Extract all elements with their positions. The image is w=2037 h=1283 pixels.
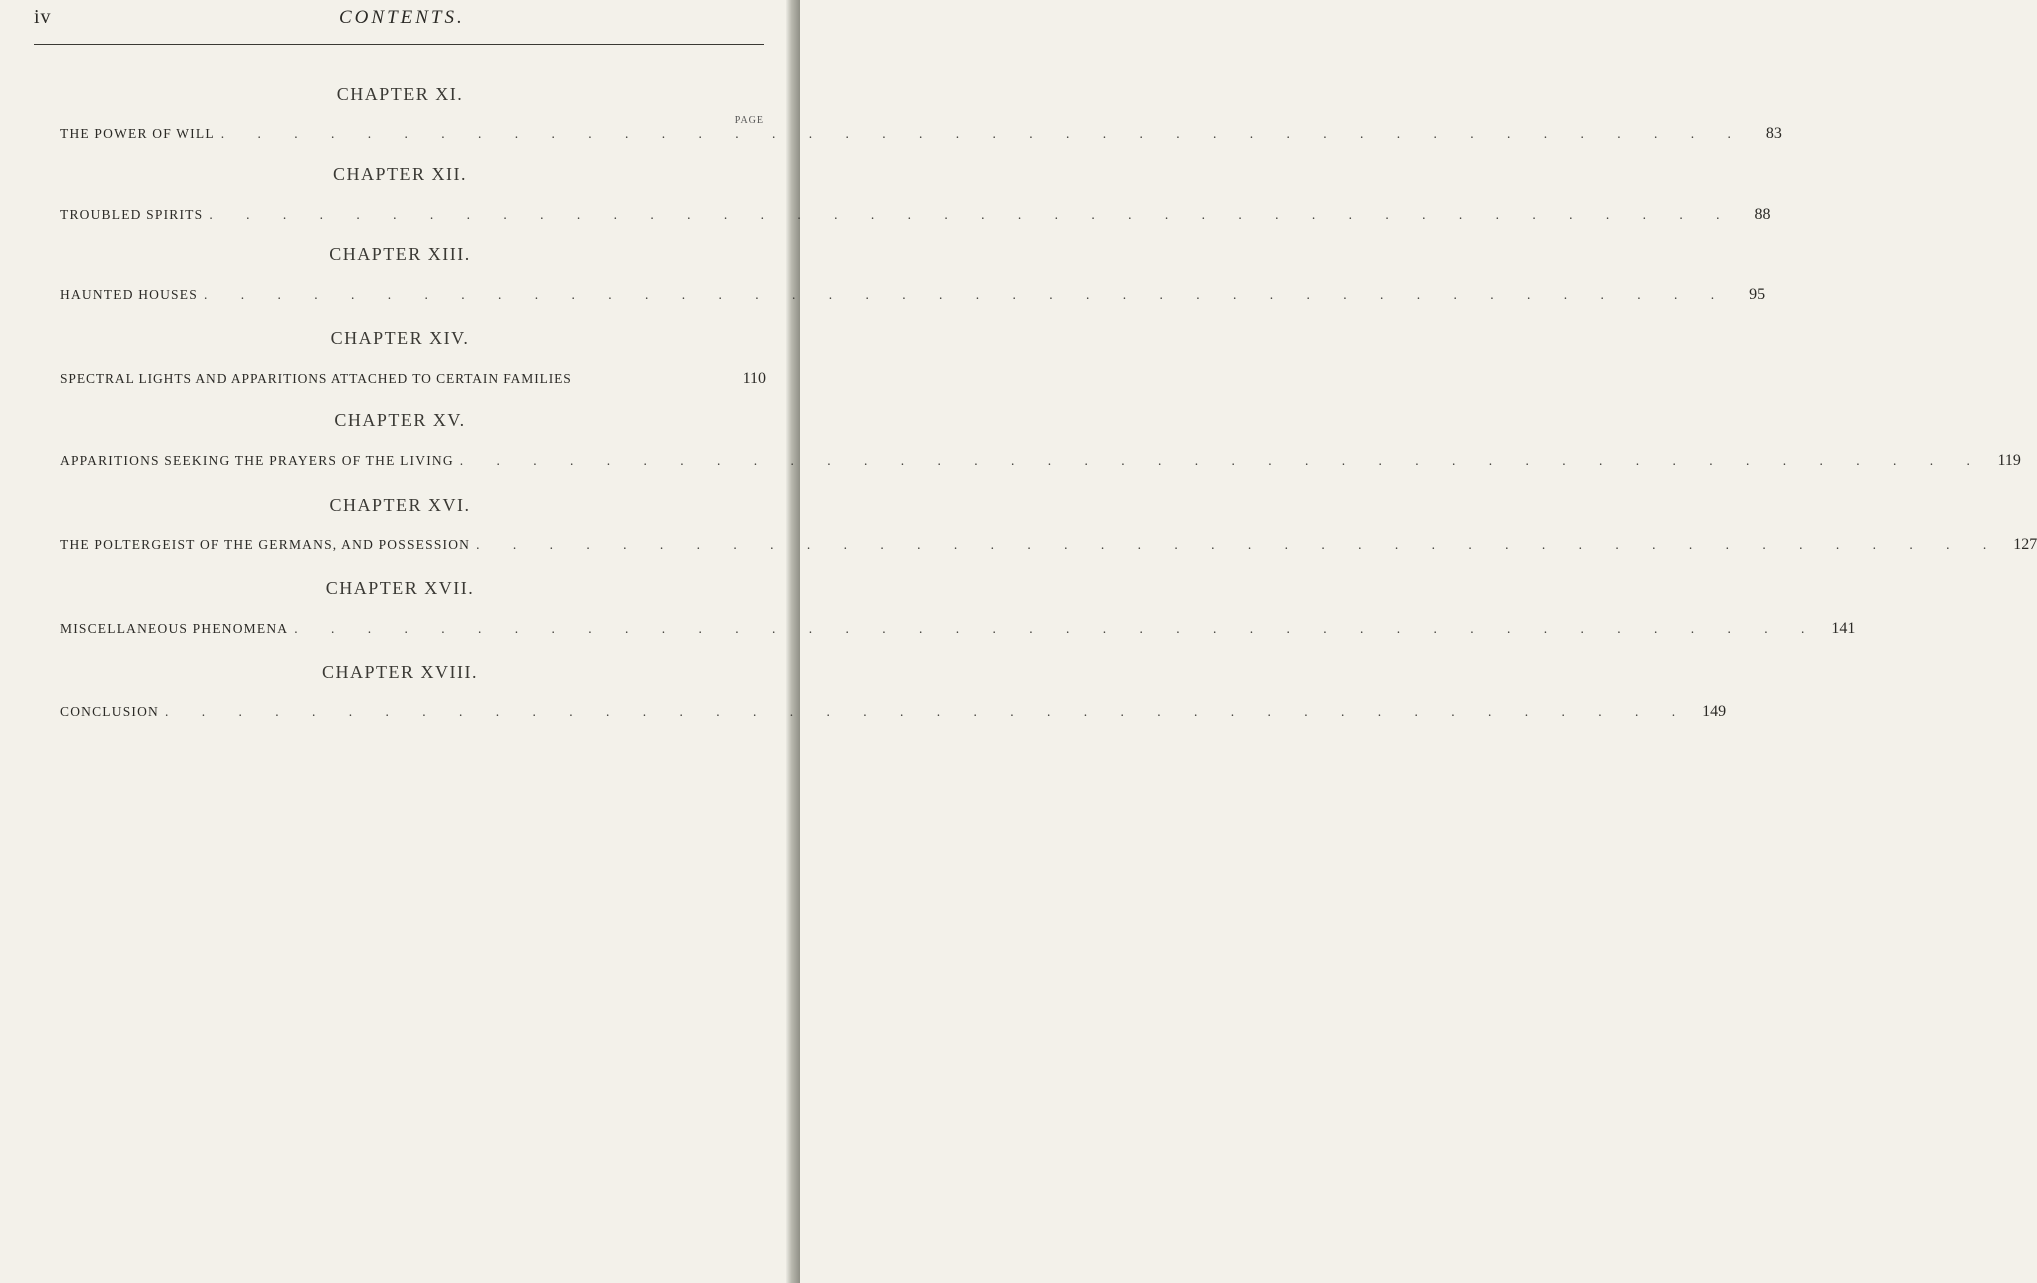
entry-title: APPARITIONS SEEKING THE PRAYERS OF THE LIVING	[60, 453, 454, 468]
entry-page: 83	[1765, 125, 1782, 142]
toc-entry[interactable]	[60, 620, 1856, 642]
toc-entry[interactable]	[60, 536, 2037, 558]
toc-entry[interactable]	[60, 206, 1771, 228]
chapter-heading: CHAPTER XVI.	[329, 495, 471, 515]
entry-title: SPECTRAL LIGHTS AND APPARITIONS ATTACHED TO CERTAIN FAMILIES	[60, 371, 572, 386]
toc-entry[interactable]	[60, 125, 1782, 147]
entry-title: TROUBLED SPIRITS	[60, 207, 204, 222]
page-column-label: PAGE	[734, 115, 764, 126]
dot-leader: . . . . . . . . . . . . . . . . . . . . . . . . . . . . . . . . . . . . . . . . . .	[294, 621, 1820, 636]
dot-leader: . . . . . . . . . . . . . . . . . . . . . . . . . . . . . . . . . . . . . . . . . .	[220, 126, 1746, 141]
entry-page: 127	[2013, 536, 2037, 553]
chapter-heading: CHAPTER XV.	[334, 410, 466, 430]
entry-page: 95	[1749, 286, 1766, 303]
entry-page: 88	[1754, 206, 1771, 223]
dot-leader: . . . . . . . . . . . . . . . . . . . . . . . . . . . . . . . . . . . . . . . . . .	[209, 207, 1735, 222]
entry-page: 110	[742, 370, 766, 387]
running-title: CONTENTS.	[339, 7, 465, 28]
page-number: iv	[34, 6, 52, 28]
entry-title: THE POLTERGEIST OF THE GERMANS, AND POSSESSION	[60, 537, 471, 552]
entry-title: THE POWER OF WILL	[60, 126, 215, 141]
chapter-heading: CHAPTER XII.	[333, 164, 467, 184]
dot-leader: . . . . . . . . . . . . . . . . . . . . . . . . . . . . . . . . . . . . . . . . . .	[203, 287, 1730, 302]
dot-leader: . . . . . . . . . . . . . . . . . . . . . . . . . . . . . . . . . . . . . . . . . .	[165, 704, 1691, 719]
entry-page: 141	[1831, 620, 1856, 637]
chapter-heading: CHAPTER XVIII.	[322, 662, 478, 682]
chapter-heading: CHAPTER XIII.	[329, 244, 471, 264]
dot-leader: . . . . . . . . . . . . . . . . . . . . . . . . . . . . . . . . . . . . . . . . . .	[476, 537, 2002, 552]
toc-entry[interactable]	[60, 703, 1727, 725]
chapter-heading: CHAPTER XIV.	[330, 328, 470, 348]
toc-entry[interactable]	[60, 370, 766, 392]
entry-page: 119	[1997, 452, 2021, 469]
entry-title: CONCLUSION	[60, 704, 160, 719]
entry-page: 149	[1702, 703, 1727, 720]
entry-title: MISCELLANEOUS PHENOMENA	[60, 621, 289, 636]
toc-entry[interactable]	[60, 452, 2021, 474]
chapter-heading: CHAPTER XI.	[336, 84, 464, 104]
toc-entry[interactable]	[60, 286, 1766, 308]
entry-title: HAUNTED HOUSES	[60, 287, 198, 302]
chapter-heading: CHAPTER XVII.	[325, 578, 475, 598]
dot-leader: . . . . . . . . . . . . . . . . . . . . . . . . . . . . . . . . . . . . . . . . . .	[459, 453, 1985, 468]
